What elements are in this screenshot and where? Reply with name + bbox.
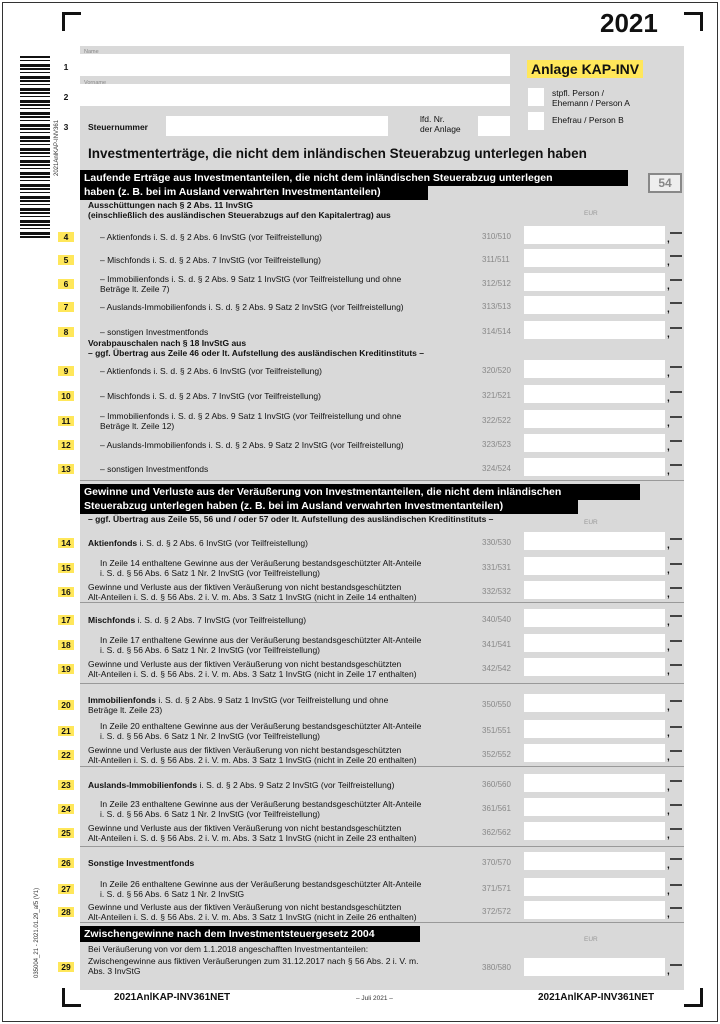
decimal-comma: , bbox=[667, 666, 670, 677]
cents-dash bbox=[670, 366, 682, 368]
person-b-checkbox[interactable] bbox=[528, 112, 544, 130]
corner-mark-bottom-right bbox=[684, 988, 703, 1007]
group-separator bbox=[80, 602, 684, 603]
row-label: – Aktienfonds i. S. d. § 2 Abs. 6 InvStG (vor Teilfreistellung) bbox=[100, 366, 322, 376]
section-2-heading-line2: Steuerabzug unterlegen haben (z. B. bei im Ausland verwahrten Investmentanteilen) bbox=[80, 498, 578, 514]
decimal-comma: , bbox=[667, 418, 670, 429]
line-code: 314/514 bbox=[482, 327, 511, 336]
row-label: – Aktienfonds i. S. d. § 2 Abs. 6 InvStG (vor Teilfreistellung) bbox=[100, 232, 322, 242]
decimal-comma: , bbox=[667, 257, 670, 268]
cents-dash bbox=[670, 884, 682, 886]
section-1-heading: Laufende Erträge aus Investmentanteilen, die nicht dem inländischen Steuerabzug unterlegen bbox=[80, 170, 628, 186]
cents-dash bbox=[670, 858, 682, 860]
row-number: 26 bbox=[58, 858, 74, 868]
row-number: 28 bbox=[58, 907, 74, 917]
row-number: 21 bbox=[58, 726, 74, 736]
fund-type-label: Immobilienfonds bbox=[88, 695, 156, 705]
row-number: 7 bbox=[58, 302, 74, 312]
line-code: 313/513 bbox=[482, 302, 511, 311]
amount-field[interactable] bbox=[524, 658, 665, 676]
line-code: 351/551 bbox=[482, 726, 511, 735]
group-separator bbox=[80, 846, 684, 847]
decimal-comma: , bbox=[667, 304, 670, 315]
amount-field[interactable] bbox=[524, 557, 665, 575]
row-number: 9 bbox=[58, 366, 74, 376]
decimal-comma: , bbox=[667, 393, 670, 404]
row-label: In Zeile 14 enthaltene Gewinne aus der Veräußerung bestandsgeschützter Alt-Anteile i. S. d. § 56 Abs. 6 Satz 1 Nr. 2 InvStG (vor Teilfreistellung) bbox=[100, 558, 422, 578]
line-code: 331/531 bbox=[482, 563, 511, 572]
decimal-comma: , bbox=[667, 782, 670, 793]
decimal-comma: , bbox=[667, 617, 670, 628]
person-a-checkbox[interactable] bbox=[528, 88, 544, 106]
row-label: – Immobilienfonds i. S. d. § 2 Abs. 9 Satz 1 InvStG (vor Teilfreistellung und ohne Beträge lt. Zeile 12) bbox=[100, 411, 402, 431]
footer-date: – Juli 2021 – bbox=[356, 995, 393, 1002]
group-separator bbox=[80, 683, 684, 684]
row-label: – Auslands-Immobilienfonds i. S. d. § 2 Abs. 9 Satz 2 InvStG (vor Teilfreistellung) bbox=[100, 440, 404, 450]
cents-dash bbox=[670, 664, 682, 666]
eur-caption: EUR bbox=[584, 519, 598, 526]
cents-dash bbox=[670, 615, 682, 617]
cents-dash bbox=[670, 563, 682, 565]
amount-field[interactable] bbox=[524, 273, 665, 291]
amount-field[interactable] bbox=[524, 822, 665, 840]
person-b-label: Ehefrau / Person B bbox=[552, 115, 624, 125]
decimal-comma: , bbox=[667, 702, 670, 713]
line-code: 370/570 bbox=[482, 858, 511, 867]
row-label: – sonstigen Investmentfonds bbox=[100, 327, 209, 337]
amount-field[interactable] bbox=[524, 458, 665, 476]
name-field[interactable] bbox=[80, 54, 510, 76]
row-number: 2 bbox=[63, 92, 69, 102]
row-number: 10 bbox=[58, 391, 74, 401]
decimal-comma: , bbox=[667, 860, 670, 871]
section-separator bbox=[80, 480, 684, 481]
row-label: – Mischfonds i. S. d. § 2 Abs. 7 InvStG (vor Teilfreistellung) bbox=[100, 391, 321, 401]
fund-type-label: Auslands-Immobilienfonds bbox=[88, 780, 198, 790]
section-1-heading-line2: haben (z. B. bei im Ausland verwahrten Investmentanteilen) bbox=[80, 184, 428, 200]
row-label: Zwischengewinne aus fiktiven Veräußerungen zum 31.12.2017 nach § 56 Abs. 2 i. V. m. Abs. 3 InvStG bbox=[88, 956, 419, 976]
vorname-caption: Vorname bbox=[84, 80, 107, 86]
lfd-nr-field[interactable] bbox=[478, 116, 510, 136]
row-number: 22 bbox=[58, 750, 74, 760]
row-number: 24 bbox=[58, 804, 74, 814]
cents-dash bbox=[670, 907, 682, 909]
row-number: 27 bbox=[58, 884, 74, 894]
person-a-label: stpfl. Person / Ehemann / Person A bbox=[552, 88, 630, 108]
row-number: 8 bbox=[58, 327, 74, 337]
decimal-comma: , bbox=[667, 830, 670, 841]
row-label: – Auslands-Immobilienfonds i. S. d. § 2 Abs. 9 Satz 2 InvStG (vor Teilfreistellung) bbox=[100, 302, 404, 312]
row-number: 6 bbox=[58, 279, 74, 289]
decimal-comma: , bbox=[667, 752, 670, 763]
decimal-comma: , bbox=[667, 728, 670, 739]
row-number: 11 bbox=[58, 416, 74, 426]
section-2-sub: – ggf. Übertrag aus Zeile 55, 56 und / oder 57 oder lt. Aufstellung des ausländischen Kreditinstituts – bbox=[88, 514, 494, 524]
decimal-comma: , bbox=[667, 466, 670, 477]
line-code: 380/580 bbox=[482, 963, 511, 972]
line-code: 322/522 bbox=[482, 416, 511, 425]
line-code: 362/562 bbox=[482, 828, 511, 837]
row-number: 3 bbox=[63, 122, 69, 132]
row-number: 16 bbox=[58, 587, 74, 597]
amount-field[interactable] bbox=[524, 321, 665, 339]
amount-field[interactable] bbox=[524, 434, 665, 452]
amount-field[interactable] bbox=[524, 532, 665, 550]
corner-mark-bottom-left bbox=[62, 988, 81, 1007]
decimal-comma: , bbox=[667, 565, 670, 576]
decimal-comma: , bbox=[667, 329, 670, 340]
line-code: 332/532 bbox=[482, 587, 511, 596]
amount-field[interactable] bbox=[524, 249, 665, 267]
amount-field[interactable] bbox=[524, 410, 665, 428]
line-code: 330/530 bbox=[482, 538, 511, 547]
row-number: 13 bbox=[58, 464, 74, 474]
amount-field[interactable] bbox=[524, 296, 665, 314]
line-code: 341/541 bbox=[482, 640, 511, 649]
row-label: In Zeile 26 enthaltene Gewinne aus der Veräußerung bestandsgeschützter Alt-Anteile i. S. d. § 56 Abs. 6 Satz 1 Nr. 2 InvStG bbox=[100, 879, 422, 899]
section-separator bbox=[80, 922, 684, 923]
footer-code-left: 2021AnlKAP-INV361NET bbox=[114, 992, 231, 1003]
cents-dash bbox=[670, 640, 682, 642]
steuernummer-field[interactable] bbox=[166, 116, 388, 136]
anlage-label: Anlage KAP-INV bbox=[527, 60, 643, 78]
cents-dash bbox=[670, 464, 682, 466]
amount-field[interactable] bbox=[524, 609, 665, 627]
decimal-comma: , bbox=[667, 234, 670, 245]
amount-field[interactable] bbox=[524, 360, 665, 378]
row-label: Gewinne und Verluste aus der fiktiven Veräußerung von nicht bestandsgeschützten Alt-Anteilen i. S. d. § 56 Abs. 2 i. V. m. Abs. 3 Satz 1 InvStG (nicht in Zeile 20 enthalten) bbox=[88, 745, 417, 765]
cents-dash bbox=[670, 416, 682, 418]
group-separator bbox=[80, 766, 684, 767]
row-label bbox=[88, 858, 194, 868]
row-label: Gewinne und Verluste aus der fiktiven Veräußerung von nicht bestandsgeschützten Alt-Anteilen i. S. d. § 56 Abs. 2 i. V. m. Abs. 3 Satz 1 InvStG (nicht in Zeile 23 enthalten) bbox=[88, 823, 417, 843]
line-code: 342/542 bbox=[482, 664, 511, 673]
lfd-nr-label: lfd. Nr. der Anlage bbox=[420, 114, 461, 134]
amount-field[interactable] bbox=[524, 744, 665, 762]
row-number: 4 bbox=[58, 232, 74, 242]
amount-field[interactable] bbox=[524, 958, 665, 976]
cents-dash bbox=[670, 440, 682, 442]
decimal-comma: , bbox=[667, 589, 670, 600]
line-code: 320/520 bbox=[482, 366, 511, 375]
row-label: Immobilienfonds i. S. d. § 2 Abs. 9 Satz 1 InvStG (vor Teilfreistellung und ohne Beträge lt. Zeile 23) bbox=[88, 695, 389, 715]
row-number: 20 bbox=[58, 700, 74, 710]
amount-field[interactable] bbox=[524, 385, 665, 403]
cents-dash bbox=[670, 750, 682, 752]
line-code: 360/560 bbox=[482, 780, 511, 789]
row-number: 25 bbox=[58, 828, 74, 838]
decimal-comma: , bbox=[667, 966, 670, 977]
row-label: Gewinne und Verluste aus der fiktiven Veräußerung von nicht bestandsgeschützten Alt-Anteilen i. S. d. § 56 Abs. 2 i. V. m. Abs. 3 Satz 1 InvStG (nicht in Zeile 14 enthalten) bbox=[88, 582, 417, 602]
footer-code-right: 2021AnlKAP-INV361NET bbox=[538, 992, 655, 1003]
side-code-bottom: 035004_21 - 2021.01.29_af5 (V1) bbox=[34, 887, 40, 978]
row-label: – Immobilienfonds i. S. d. § 2 Abs. 9 Satz 1 InvStG (vor Teilfreistellung und ohne Beträge lt. Zeile 7) bbox=[100, 274, 402, 294]
row-number: 15 bbox=[58, 563, 74, 573]
row-number: 18 bbox=[58, 640, 74, 650]
row-label: Aktienfonds i. S. d. § 2 Abs. 6 InvStG (vor Teilfreistellung) bbox=[88, 538, 308, 548]
row-label: – sonstigen Investmentfonds bbox=[100, 464, 209, 474]
line-code: 361/561 bbox=[482, 804, 511, 813]
row-number: 23 bbox=[58, 780, 74, 790]
line-badge: 54 bbox=[648, 173, 682, 193]
row-number: 1 bbox=[63, 62, 69, 72]
row-label: In Zeile 17 enthaltene Gewinne aus der Veräußerung bestandsgeschützter Alt-Anteile i. S. d. § 56 Abs. 6 Satz 1 Nr. 2 InvStG (vor Teilfreistellung) bbox=[100, 635, 422, 655]
eur-caption: EUR bbox=[584, 936, 598, 943]
cents-dash bbox=[670, 780, 682, 782]
row-number: 12 bbox=[58, 440, 74, 450]
line-code: 372/572 bbox=[482, 907, 511, 916]
row-label: Gewinne und Verluste aus der fiktiven Veräußerung von nicht bestandsgeschützten Alt-Anteilen i. S. d. § 56 Abs. 2 i. V. m. Abs. 3 Satz 1 InvStG (nicht in Zeile 17 enthalten) bbox=[88, 659, 417, 679]
row-number: 14 bbox=[58, 538, 74, 548]
decimal-comma: , bbox=[667, 540, 670, 551]
line-code: 323/523 bbox=[482, 440, 511, 449]
cents-dash bbox=[670, 700, 682, 702]
line-code: 350/550 bbox=[482, 700, 511, 709]
line-code: 340/540 bbox=[482, 615, 511, 624]
fund-type-label: Aktienfonds bbox=[88, 538, 138, 548]
cents-dash bbox=[670, 302, 682, 304]
cents-dash bbox=[670, 538, 682, 540]
corner-mark-top-left bbox=[62, 12, 81, 31]
cents-dash bbox=[670, 279, 682, 281]
eur-caption: EUR bbox=[584, 210, 598, 217]
amount-field[interactable] bbox=[524, 720, 665, 738]
row-label: In Zeile 20 enthaltene Gewinne aus der Veräußerung bestandsgeschützter Alt-Anteile i. S. d. § 56 Abs. 6 Satz 1 Nr. 2 InvStG (vor Teilfreistellung) bbox=[100, 721, 422, 741]
decimal-comma: , bbox=[667, 806, 670, 817]
row-number: 5 bbox=[58, 255, 74, 265]
steuernummer-label: Steuernummer bbox=[88, 122, 148, 132]
section-3-intro: Bei Veräußerung von vor dem 1.1.2018 angeschafften Investmentanteilen: bbox=[88, 944, 369, 954]
row-number: 19 bbox=[58, 664, 74, 674]
line-code: 311/511 bbox=[482, 255, 510, 264]
amount-field[interactable] bbox=[524, 581, 665, 599]
amount-field[interactable] bbox=[524, 694, 665, 712]
form-year: 2021 bbox=[600, 8, 658, 38]
cents-dash bbox=[670, 587, 682, 589]
amount-field[interactable] bbox=[524, 901, 665, 919]
decimal-comma: , bbox=[667, 886, 670, 897]
row-label: In Zeile 23 enthaltene Gewinne aus der Veräußerung bestandsgeschützter Alt-Anteile i. S. d. § 56 Abs. 6 Satz 1 Nr. 2 InvStG (vor Teilfreistellung) bbox=[100, 799, 422, 819]
amount-field[interactable] bbox=[524, 634, 665, 652]
cents-dash bbox=[670, 327, 682, 329]
amount-field[interactable] bbox=[524, 852, 665, 870]
fund-type-label: Sonstige Investmentfonds bbox=[88, 858, 195, 868]
amount-field[interactable] bbox=[524, 226, 665, 244]
section-1-sub2: Vorabpauschalen nach § 18 InvStG aus – ggf. Übertrag aus Zeile 46 oder lt. Aufstellung des ausländischen Kreditinstituts – bbox=[88, 338, 424, 358]
corner-mark-top-right bbox=[684, 12, 703, 31]
row-label: Gewinne und Verluste aus der fiktiven Veräußerung von nicht bestandsgeschützten Alt-Anteilen i. S. d. § 56 Abs. 2 i. V. m. Abs. 3 Satz 1 InvStG (nicht in Zeile 26 enthalten) bbox=[88, 902, 417, 922]
name-caption: Name bbox=[84, 49, 99, 55]
page-title: Investmenterträge, die nicht dem inländischen Steuerabzug unterlegen haben bbox=[88, 146, 587, 161]
line-code: 310/510 bbox=[482, 232, 511, 241]
decimal-comma: , bbox=[667, 642, 670, 653]
section-2-heading: Gewinne und Verluste aus der Veräußerung von Investmentanteilen, die nicht dem inländischen bbox=[80, 484, 640, 500]
cents-dash bbox=[670, 964, 682, 966]
line-code: 352/552 bbox=[482, 750, 511, 759]
row-number: 29 bbox=[58, 962, 74, 972]
decimal-comma: , bbox=[667, 368, 670, 379]
cents-dash bbox=[670, 804, 682, 806]
cents-dash bbox=[670, 232, 682, 234]
decimal-comma: , bbox=[667, 442, 670, 453]
row-number: 17 bbox=[58, 615, 74, 625]
decimal-comma: , bbox=[667, 909, 670, 920]
section-1-sub: Ausschüttungen nach § 2 Abs. 11 InvStG (einschließlich des ausländischen Steuerabzugs auf den Kapitalertrag) aus bbox=[88, 200, 391, 220]
vorname-field[interactable] bbox=[80, 84, 510, 106]
side-code-top: 2021AnlKAP-INV361 bbox=[54, 119, 60, 176]
cents-dash bbox=[670, 726, 682, 728]
fund-type-label: Mischfonds bbox=[88, 615, 136, 625]
section-3-heading: Zwischengewinne nach dem Investmentsteuergesetz 2004 bbox=[80, 926, 420, 942]
amount-field[interactable] bbox=[524, 774, 665, 792]
cents-dash bbox=[670, 255, 682, 257]
row-label: Auslands-Immobilienfonds i. S. d. § 2 Abs. 9 Satz 2 InvStG (vor Teilfreistellung) bbox=[88, 780, 395, 790]
cents-dash bbox=[670, 391, 682, 393]
row-label: – Mischfonds i. S. d. § 2 Abs. 7 InvStG (vor Teilfreistellung) bbox=[100, 255, 321, 265]
amount-field[interactable] bbox=[524, 878, 665, 896]
barcode bbox=[20, 56, 50, 240]
line-code: 371/571 bbox=[482, 884, 511, 893]
line-code: 324/524 bbox=[482, 464, 511, 473]
line-code: 321/521 bbox=[482, 391, 511, 400]
cents-dash bbox=[670, 828, 682, 830]
line-code: 312/512 bbox=[482, 279, 511, 288]
amount-field[interactable] bbox=[524, 798, 665, 816]
row-label: Mischfonds i. S. d. § 2 Abs. 7 InvStG (vor Teilfreistellung) bbox=[88, 615, 307, 625]
decimal-comma: , bbox=[667, 281, 670, 292]
